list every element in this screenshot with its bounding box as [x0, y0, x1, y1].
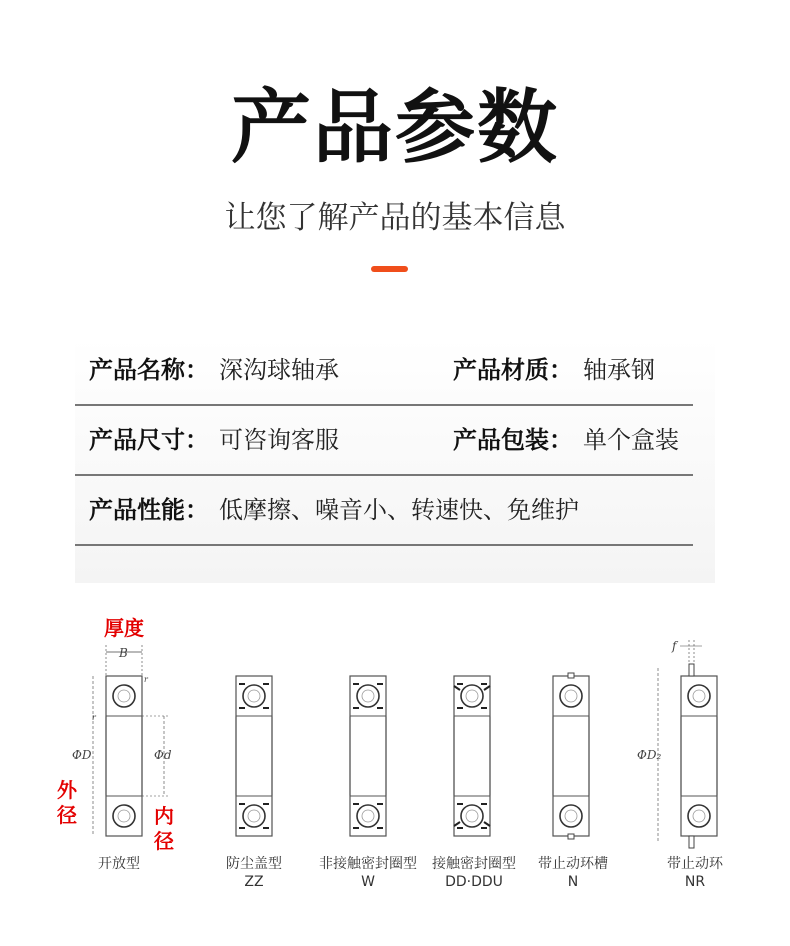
thickness-label: 厚度	[104, 616, 144, 640]
bearing-type-caption	[528, 855, 618, 891]
inner-diameter-label: 内 径	[154, 804, 174, 853]
bearing-type-name: 防尘盖型	[226, 856, 282, 872]
dim-d2-symbol: ΦD₂	[637, 748, 662, 762]
bearing-n-diagram	[553, 673, 589, 839]
bearing-zz-diagram	[236, 676, 272, 836]
dim-r-symbol: r	[92, 713, 96, 722]
spec-key: 产品包装：	[453, 426, 573, 454]
page-title: 产品参数	[231, 81, 559, 174]
bearing-type-name: 带止动环槽	[538, 856, 608, 872]
spec-key: 产品材质：	[453, 356, 573, 384]
dim-outer-symbol: ΦD	[72, 748, 92, 762]
spec-value: 低摩擦、噪音小、转速快、免维护	[219, 496, 579, 524]
bearing-type-code: N	[567, 874, 579, 890]
bearing-type-caption	[650, 855, 740, 891]
spec-key: 产品性能：	[89, 496, 209, 524]
bearing-type-caption	[88, 855, 150, 873]
bearing-w-diagram	[350, 676, 386, 836]
bearing-type-caption	[422, 855, 526, 891]
dim-r-symbol: r	[144, 675, 148, 684]
dim-f-symbol: f	[672, 639, 677, 653]
bearing-type-code: NR	[684, 874, 706, 890]
bearing-open-diagram	[72, 645, 172, 836]
spec-value: 轴承钢	[583, 356, 655, 384]
bearing-type-name: 开放型	[98, 856, 140, 872]
spec-value: 深沟球轴承	[219, 356, 339, 384]
bearing-type-name: 接触密封圈型	[432, 856, 516, 872]
bearing-type-caption	[214, 855, 294, 891]
outer-diameter-label: 外 径	[57, 778, 77, 827]
bearing-nr-diagram	[637, 639, 717, 848]
page-subtitle: 让您了解产品的基本信息	[224, 200, 566, 236]
bearing-type-name: 非接触密封圈型	[319, 856, 417, 872]
dim-b-symbol: B	[119, 646, 128, 660]
spec-value: 单个盒装	[583, 426, 679, 454]
spec-value: 可咨询客服	[219, 426, 339, 454]
spec-key: 产品名称：	[89, 356, 209, 384]
bearing-type-code: ZZ	[244, 874, 264, 890]
bearing-type-name: 带止动环	[667, 856, 723, 872]
bearing-dd-diagram	[454, 676, 490, 836]
bearing-type-caption	[310, 855, 426, 891]
spec-key: 产品尺寸：	[89, 426, 209, 454]
bearing-type-code: W	[361, 874, 375, 890]
dim-inner-symbol: Φd	[154, 748, 172, 762]
bearing-type-code: DD·DDU	[445, 874, 503, 890]
